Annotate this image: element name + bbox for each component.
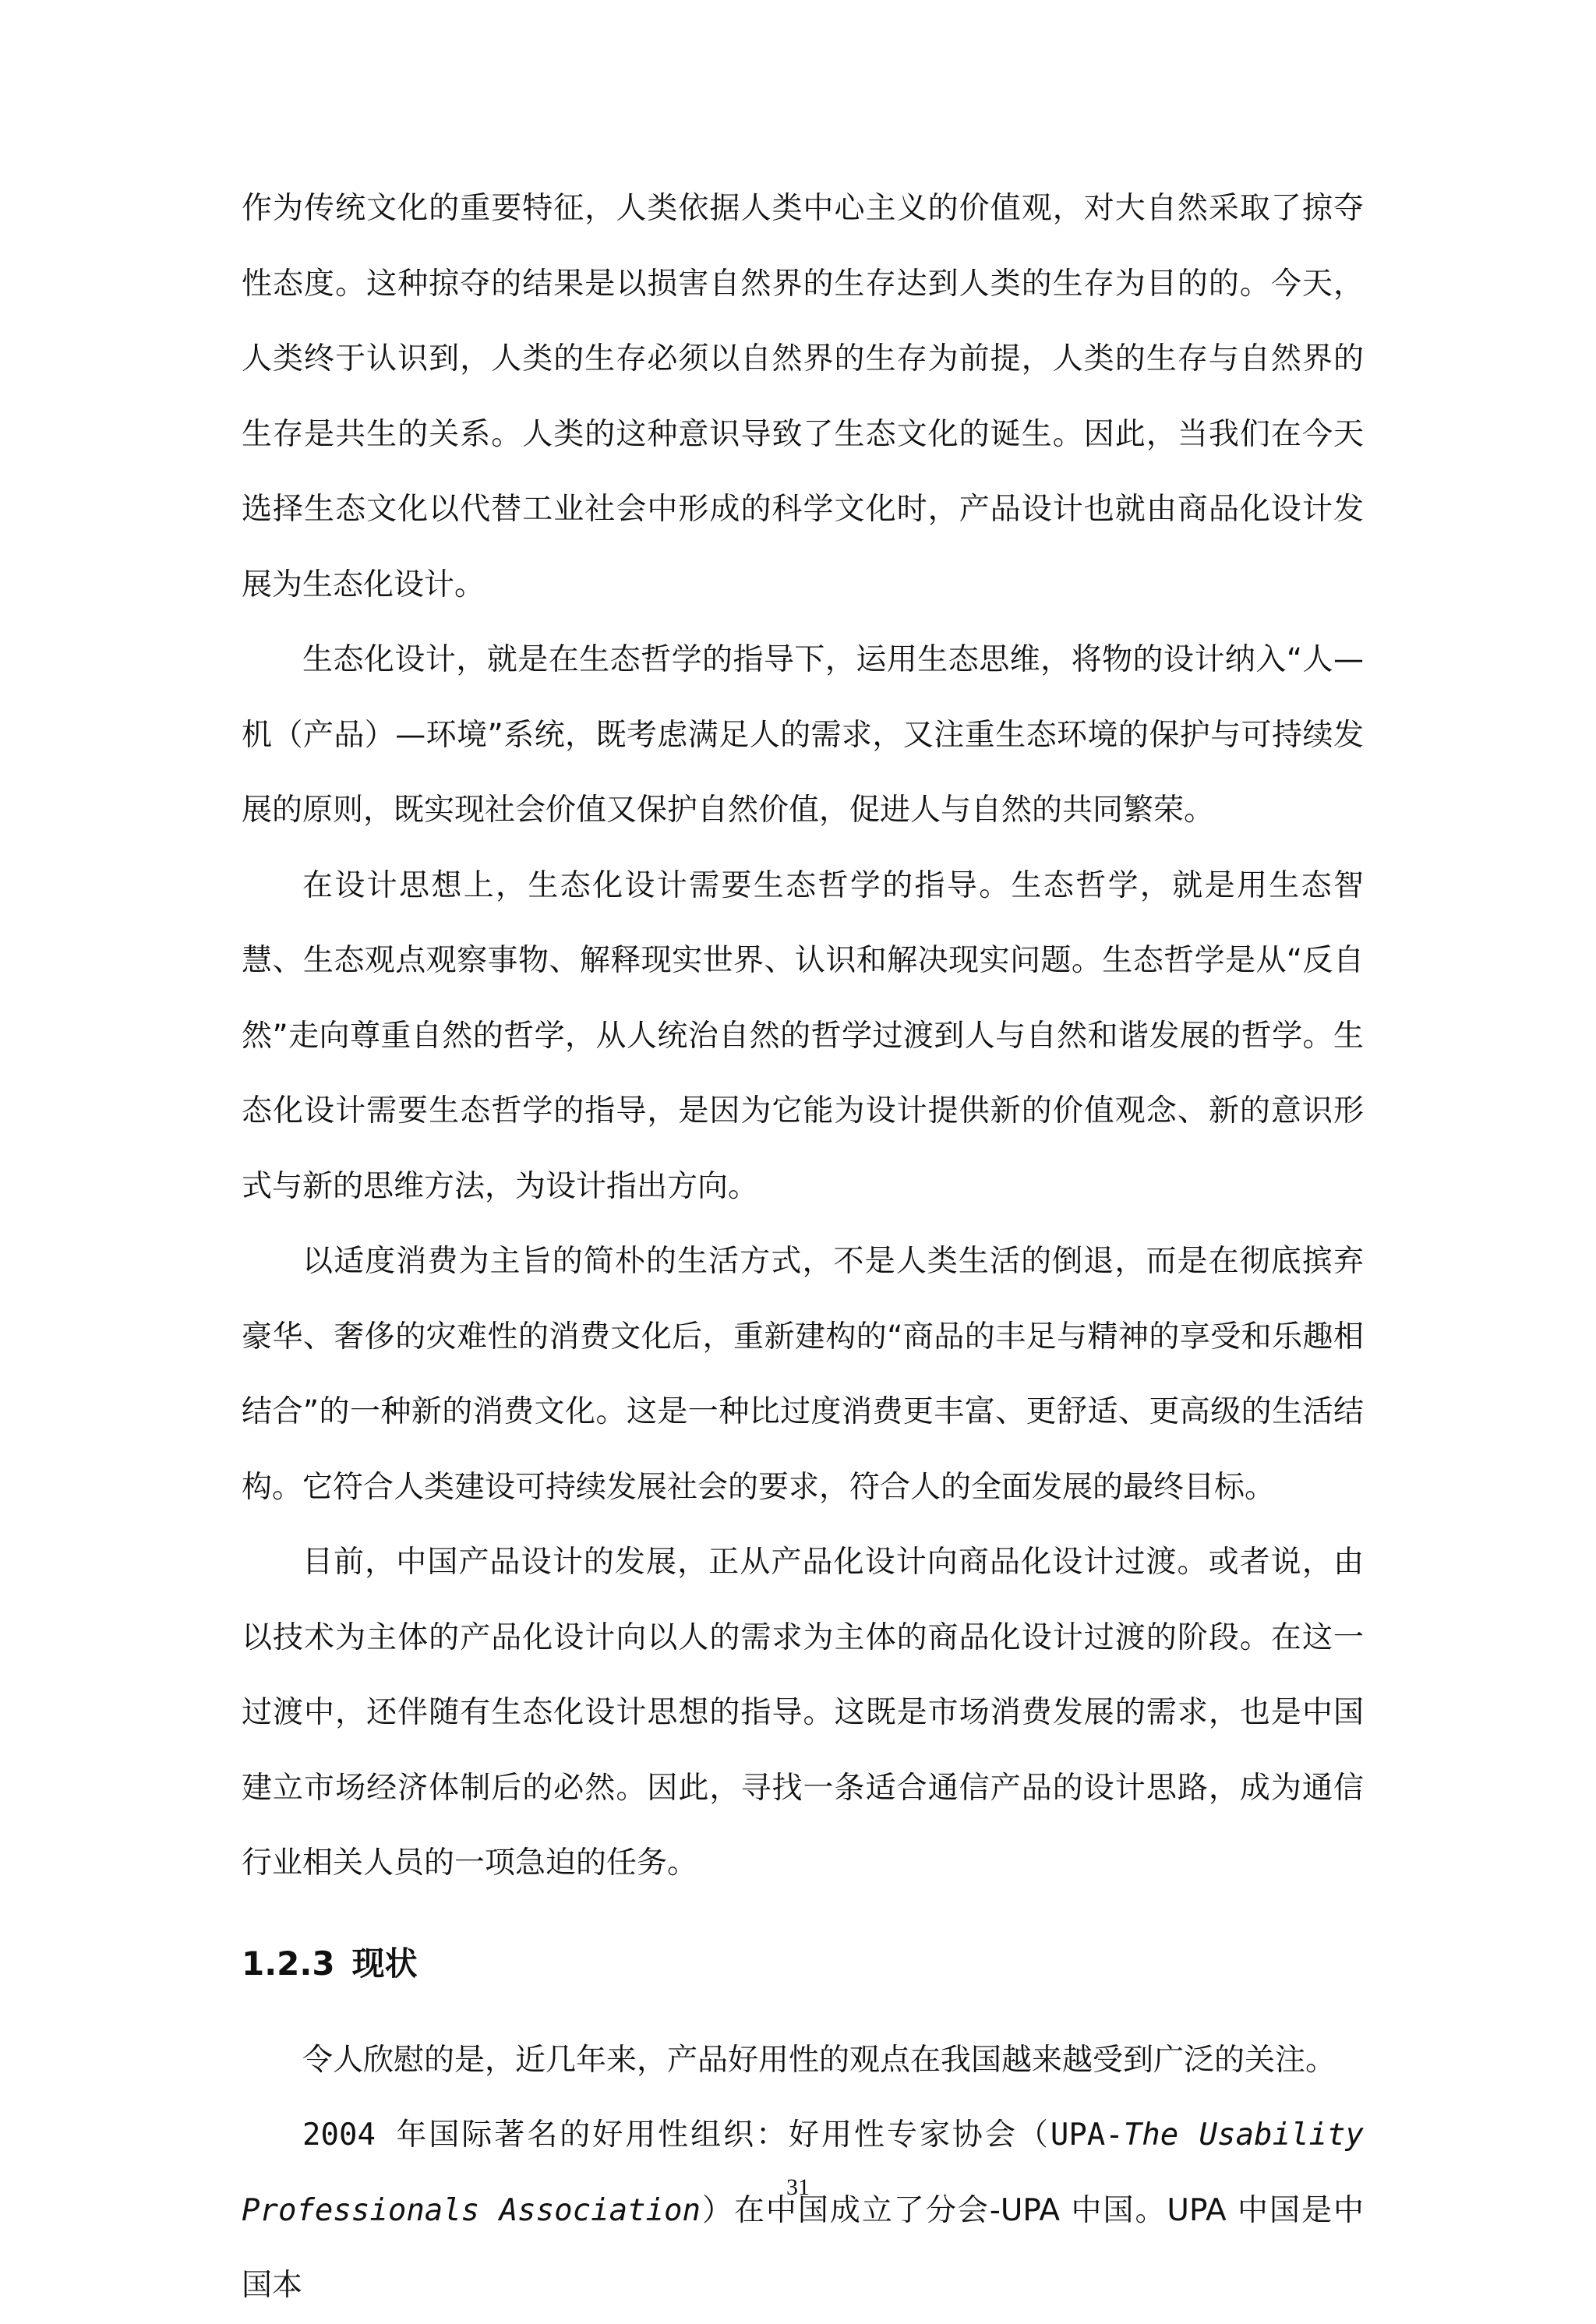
paragraph: 在设计思想上，生态化设计需要生态哲学的指导。生态哲学，就是用生态智慧、生态观点观察事物、解释现实世界、认识和解决现实问题。生态哲学是从“反自然”走向尊重自然的哲学，从人统治自然的哲学过渡到人与自然和谐发展的哲学。生态化设计需要生态哲学的指导，是因为它能为设计提供新的价值观念、新的意识形式与新的思维方法，为设计指出方向。: [242, 867, 1364, 1204]
document-page: [242, 171, 1364, 2324]
paragraph: 目前，中国产品设计的发展，正从产品化设计向商品化设计过渡。或者说，由以技术为主体的产品化设计向以人的需求为主体的商品化设计过渡的阶段。在这一过渡中，还伴随有生态化设计思想的指导。这既是市场消费发展的需求，也是中国建立市场经济体制后的必然。因此，寻找一条适合通信产品的设计思路，成为通信行业相关人员的一项急迫的任务。: [242, 1545, 1364, 1881]
paragraph: 生态化设计，就是在生态哲学的指导下，运用生态思维，将物的设计纳入“人—机（产品）—环境”系统，既考虑满足人的需求，又注重生态环境的保护与可持续发展的原则，既实现社会价值又保护自然价值，促进人与自然的共同繁荣。: [242, 642, 1364, 828]
page-number: 31: [786, 2174, 810, 2200]
paragraph: 作为传统文化的重要特征，人类依据人类中心主义的价值观，对大自然采取了掠夺性态度。这种掠夺的结果是以损害自然界的生存达到人类的生存为目的的。今天，人类终于认识到，人类的生存必须以自然界的生存为前提，人类的生存与自然界的生存是共生的关系。人类的这种意识导致了生态文化的诞生。因此，当我们在今天选择生态文化以代替工业社会中形成的科学文化时，产品设计也就由商品化设计发展为生态化设计。: [242, 191, 1364, 602]
paragraph: 以适度消费为主旨的简朴的生活方式，不是人类生活的倒退，而是在彻底摈弃豪华、奢侈的灾难性的消费文化后，重新建构的“商品的丰足与精神的享受和乐趣相结合”的一种新的消费文化。这是一种比过度消费更丰富、更舒适、更高级的生活结构。它符合人类建设可持续发展社会的要求，符合人的全面发展的最终目标。: [242, 1244, 1364, 1505]
paragraph: 令人欣慰的是，近几年来，产品好用性的观点在我国越来越受到广泛的关注。: [302, 2042, 1336, 2078]
section-title: 现状: [351, 1944, 418, 1983]
section-heading: [242, 1925, 1364, 2003]
paragraph: [242, 2098, 1364, 2324]
paragraph-text: ）在中国成立了分会-UPA 中国。UPA 中国是中国本: [242, 2192, 1364, 2303]
paragraph-text: 2004 年国际著名的好用性组织：好用性专家协会（UPA-: [302, 2117, 1124, 2153]
italic-organization-name: The Usability Professionals Association: [242, 2117, 1364, 2228]
section-number: 1.2.3: [242, 1944, 335, 1983]
